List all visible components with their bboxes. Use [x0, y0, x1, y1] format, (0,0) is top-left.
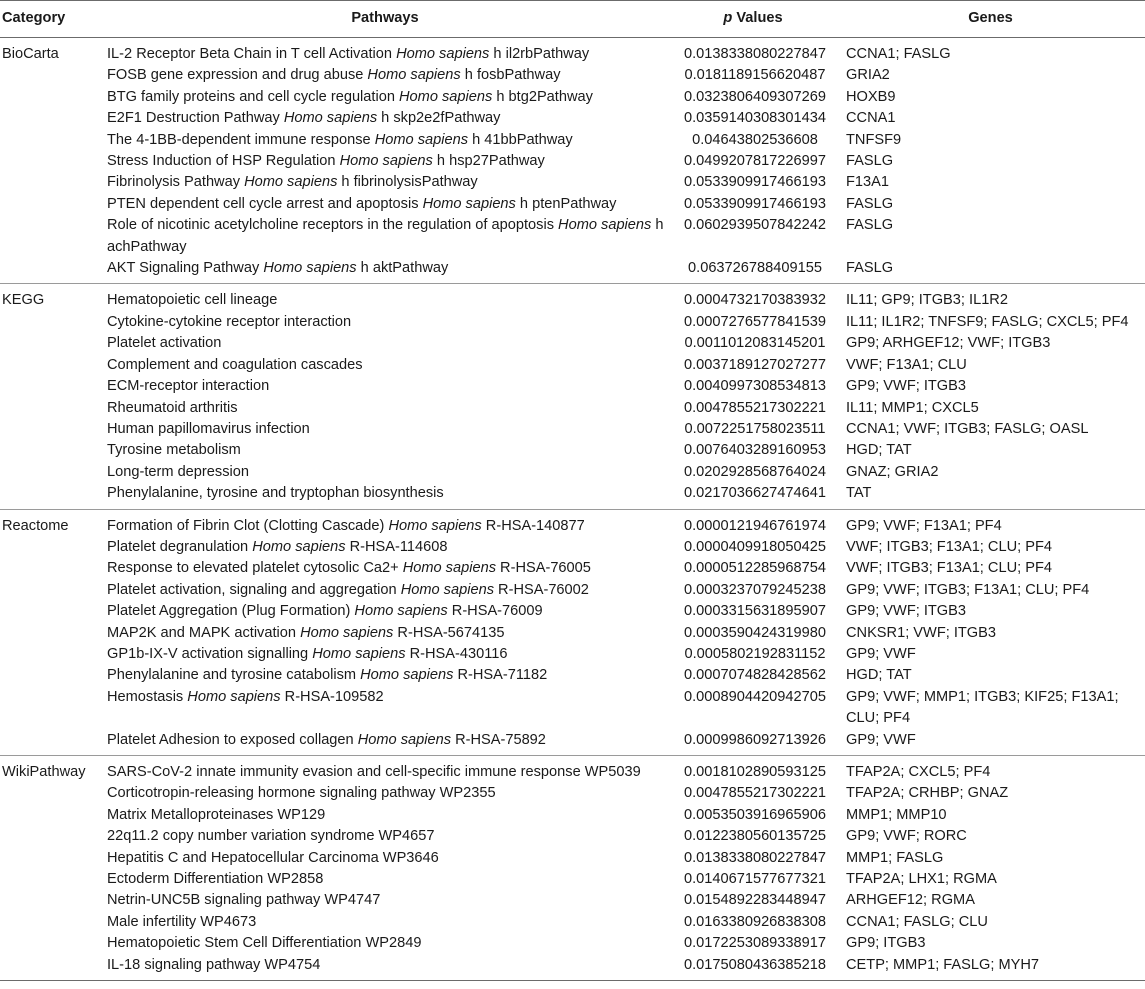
pathway-cell — [104, 483, 670, 509]
pathway-cell — [104, 284, 670, 312]
species-name: Homo sapiens — [300, 624, 394, 641]
category-cell — [0, 665, 104, 686]
table-row — [0, 601, 1145, 622]
category-cell — [0, 194, 104, 215]
pathway-text: Hepatitis C and Hepatocellular Carcinoma WP3646 — [107, 849, 439, 866]
category-cell — [0, 108, 104, 129]
p-value-cell: 0.0003590424319980 — [683, 624, 827, 641]
pathway-text: h aktPathway — [356, 260, 449, 277]
table-row — [0, 355, 1145, 376]
p-value-cell: 0.0000512285968754 — [683, 560, 827, 577]
table-row — [0, 644, 1145, 665]
pathway-text: h btg2Pathway — [492, 88, 593, 105]
pathway-text: Platelet Adhesion to exposed collagen — [107, 731, 358, 748]
pathway-text: Formation of Fibrin Clot (Clotting Cascade) — [107, 517, 389, 534]
pathway-cell — [104, 805, 670, 826]
genes-cell: IL11; IL1R2; TNFSF9; FASLG; CXCL5; PF4 — [846, 313, 1129, 330]
genes-cell: GP9; VWF — [846, 645, 916, 662]
table-row — [0, 194, 1145, 215]
species-name: Homo sapiens — [396, 46, 490, 62]
category-cell: KEGG — [2, 292, 45, 309]
pathway-text: Male infertility WP4673 — [107, 913, 257, 930]
category-cell — [0, 130, 104, 151]
table-row — [0, 483, 1145, 509]
category-cell — [0, 826, 104, 847]
p-value-cell: 0.0047855217302221 — [683, 785, 827, 802]
pathway-text: Corticotropin-releasing hormone signaling pathway WP2355 — [107, 785, 496, 802]
pathway-text: Platelet Aggregation (Plug Formation) — [107, 603, 355, 620]
p-value-cell: 0.0072251758023511 — [684, 420, 826, 437]
p-value-cell: 0.0359140308301434 — [683, 110, 827, 127]
pathway-cell — [104, 398, 670, 419]
category-group — [0, 38, 1145, 284]
pathway-cell — [104, 312, 670, 333]
pathway-text: E2F1 Destruction Pathway — [107, 110, 284, 127]
pathway-text: Hematopoietic Stem Cell Differentiation WP2849 — [107, 935, 422, 952]
pathway-cell — [104, 440, 670, 461]
category-cell — [0, 805, 104, 826]
category-cell — [0, 687, 104, 730]
p-value-cell: 0.0217036627474641 — [683, 485, 827, 502]
p-value-cell: 0.0122380560135725 — [683, 828, 827, 845]
p-value-cell: 0.0138338080227847 — [683, 46, 827, 62]
pathway-text: R-HSA-5674135 — [393, 624, 505, 641]
genes-cell: IL11; MMP1; CXCL5 — [846, 399, 979, 416]
pathway-cell — [104, 890, 670, 911]
pathway-text: Cytokine-cytokine receptor interaction — [107, 313, 352, 330]
genes-cell: GNAZ; GRIA2 — [846, 463, 939, 480]
p-value-cell: 0.0009986092713926 — [683, 731, 827, 748]
pathway-cell — [104, 558, 670, 579]
species-name: Homo sapiens — [283, 110, 378, 127]
table-row — [0, 756, 1145, 784]
species-name: Homo sapiens — [339, 153, 433, 170]
pathway-cell — [104, 376, 670, 397]
p-value-cell: 0.0053503916965906 — [683, 806, 827, 823]
table-row — [0, 912, 1145, 933]
genes-cell: GP9; VWF — [846, 731, 916, 748]
table-row — [0, 826, 1145, 847]
pathway-cell — [104, 215, 670, 258]
header-genes: Genes — [840, 1, 1145, 38]
genes-cell: VWF; F13A1; CLU — [846, 356, 967, 373]
p-value-cell: 0.0000409918050425 — [683, 538, 827, 555]
table-row — [0, 848, 1145, 869]
p-value-cell: 0.0533909917466193 — [683, 195, 827, 212]
pathway-cell — [104, 623, 670, 644]
table-header — [0, 1, 1145, 38]
table-row — [0, 172, 1145, 193]
p-value-cell: 0.0040997308534813 — [683, 378, 827, 395]
category-cell — [0, 730, 104, 756]
genes-cell: FASLG — [846, 217, 894, 234]
genes-cell: VWF; ITGB3; F13A1; CLU; PF4 — [846, 560, 1052, 577]
genes-cell: GP9; ARHGEF12; VWF; ITGB3 — [846, 335, 1051, 352]
table-row — [0, 805, 1145, 826]
pathway-cell — [104, 419, 670, 440]
pathway-cell — [104, 38, 670, 66]
table-row — [0, 312, 1145, 333]
category-cell: WikiPathway — [2, 764, 86, 780]
category-cell — [0, 258, 104, 284]
pathway-text: Netrin-UNC5B signaling pathway WP4747 — [107, 892, 381, 909]
category-cell — [0, 151, 104, 172]
table-row — [0, 537, 1145, 558]
genes-cell: F13A1 — [846, 174, 889, 191]
pathway-text: Stress Induction of HSP Regulation — [107, 153, 340, 170]
pathway-text: Platelet degranulation — [107, 538, 253, 555]
pathway-text: Platelet activation, signaling and aggregation — [107, 581, 401, 598]
species-name: Homo sapiens — [367, 67, 461, 84]
table-row — [0, 580, 1145, 601]
table-row — [0, 38, 1145, 66]
pathway-cell — [104, 108, 670, 129]
pathway-text: Fibrinolysis Pathway — [107, 174, 245, 191]
species-name: Homo sapiens — [399, 88, 493, 105]
category-cell — [0, 933, 104, 954]
genes-cell: HGD; TAT — [846, 442, 912, 459]
pathway-text: Response to elevated platelet cytosolic Ca2+ — [107, 560, 403, 577]
p-value-cell: 0.0003237079245238 — [683, 581, 827, 598]
species-name: Homo sapiens — [374, 131, 469, 148]
pathway-cell — [104, 355, 670, 376]
pathway-text: MAP2K and MAPK activation — [107, 624, 301, 641]
header-category: Category — [0, 1, 104, 38]
pathway-cell — [104, 644, 670, 665]
header-p-values — [670, 1, 840, 38]
table-row — [0, 869, 1145, 890]
table-row — [0, 284, 1145, 312]
pathway-text: FOSB gene expression and drug abuse — [107, 67, 368, 84]
species-name: Homo sapiens — [558, 217, 652, 234]
pathway-text: Role of nicotinic acetylcholine receptors in the regulation of apoptosis — [107, 217, 559, 234]
p-value-cell: 0.0172253089338917 — [683, 935, 827, 952]
pathway-text: R-HSA-430116 — [405, 645, 508, 662]
species-name: Homo sapiens — [402, 560, 496, 577]
genes-cell: CCNA1; FASLG — [846, 46, 951, 62]
pathway-text: Phenylalanine and tyrosine catabolism — [107, 667, 361, 684]
category-cell — [0, 65, 104, 86]
pathway-text: h fibrinolysisPathway — [337, 174, 478, 191]
pathway-text: h skp2e2fPathway — [377, 110, 501, 127]
table-row — [0, 730, 1145, 756]
category-cell — [0, 87, 104, 108]
category-cell — [0, 483, 104, 509]
genes-cell: VWF; ITGB3; F13A1; CLU; PF4 — [846, 538, 1052, 555]
pathway-text: Phenylalanine, tyrosine and tryptophan biosynthesis — [107, 485, 444, 502]
p-value-cell: 0.0323806409307269 — [683, 88, 827, 105]
pathway-cell — [104, 955, 670, 981]
pathway-text: Rheumatoid arthritis — [107, 399, 238, 416]
genes-cell: GP9; VWF; RORC — [846, 828, 967, 845]
pathway-cell — [104, 130, 670, 151]
category-cell — [0, 623, 104, 644]
p-value-cell: 0.0018102890593125 — [683, 764, 827, 780]
category-cell — [0, 355, 104, 376]
pathway-text: h ptenPathway — [515, 195, 617, 212]
species-name: Homo sapiens — [422, 195, 516, 212]
category-cell: Reactome — [2, 517, 69, 534]
p-value-cell: 0.0005802192831152 — [684, 645, 826, 662]
genes-cell: MMP1; FASLG — [846, 849, 944, 866]
p-value-cell: 0.0202928568764024 — [683, 463, 827, 480]
genes-cell: HOXB9 — [846, 88, 896, 105]
genes-cell: CCNA1 — [846, 110, 896, 127]
category-cell — [0, 419, 104, 440]
p-value-cell: 0.0047855217302221 — [683, 399, 827, 416]
genes-cell: CETP; MMP1; FASLG; MYH7 — [846, 956, 1040, 973]
pathway-text: IL-2 Receptor Beta Chain in T cell Activation — [107, 46, 397, 62]
genes-cell: GP9; VWF; ITGB3 — [846, 603, 967, 620]
category-cell — [0, 890, 104, 911]
table-row — [0, 130, 1145, 151]
pathway-cell — [104, 194, 670, 215]
p-value-cell: 0.0003315631895907 — [683, 603, 827, 620]
table-row — [0, 890, 1145, 911]
genes-cell: MMP1; MMP10 — [846, 806, 947, 823]
p-value-cell: 0.0007074828428562 — [683, 667, 827, 684]
pathway-text: Human papillomavirus infection — [107, 420, 310, 437]
genes-cell: GP9; VWF; MMP1; ITGB3; KIF25; F13A1; CLU; PF4 — [846, 688, 1119, 727]
p-value-cell: 0.0499207817226997 — [683, 153, 827, 170]
pathway-cell — [104, 601, 670, 622]
table-row — [0, 509, 1145, 537]
category-cell — [0, 580, 104, 601]
header-pathways: Pathways — [104, 1, 670, 38]
pathway-text: Ectoderm Differentiation WP2858 — [107, 871, 324, 888]
pathway-text: Hematopoietic cell lineage — [107, 292, 278, 309]
genes-cell: GP9; VWF; F13A1; PF4 — [846, 517, 1002, 534]
p-value-cell: 0.0163380926838308 — [683, 913, 827, 930]
category-cell — [0, 440, 104, 461]
pathway-cell — [104, 537, 670, 558]
category-cell — [0, 558, 104, 579]
pathway-text: R-HSA-76009 — [447, 603, 543, 620]
table-row — [0, 87, 1145, 108]
pathway-cell — [104, 826, 670, 847]
category-group — [0, 284, 1145, 509]
table-row — [0, 665, 1145, 686]
pathway-text: ECM-receptor interaction — [107, 378, 270, 395]
header-row — [0, 1, 1145, 38]
pathway-cell — [104, 87, 670, 108]
pathway-text: GP1b-IX-V activation signalling — [107, 645, 313, 662]
pathway-cell — [104, 730, 670, 756]
category-cell — [0, 537, 104, 558]
p-value-cell: 0.0011012083145201 — [684, 335, 826, 352]
pathway-text: R-HSA-76005 — [496, 560, 591, 577]
pathway-text: BTG family proteins and cell cycle regulation — [107, 88, 400, 105]
species-name: Homo sapiens — [252, 538, 346, 555]
genes-cell: GP9; VWF; ITGB3 — [846, 378, 967, 395]
pathway-text: AKT Signaling Pathway — [107, 260, 264, 277]
table-row — [0, 440, 1145, 461]
pathway-text: R-HSA-71182 — [453, 667, 548, 684]
category-cell — [0, 955, 104, 981]
pathway-cell — [104, 462, 670, 483]
pathway-cell — [104, 333, 670, 354]
category-group — [0, 509, 1145, 755]
genes-cell: TFAP2A; CRHBP; GNAZ — [846, 785, 1009, 802]
genes-cell: HGD; TAT — [846, 667, 912, 684]
genes-cell: GP9; VWF; ITGB3; F13A1; CLU; PF4 — [846, 581, 1090, 598]
table-row — [0, 783, 1145, 804]
p-value-cell: 0.063726788409155 — [688, 260, 822, 277]
pathway-text: Long-term depression — [107, 463, 249, 480]
p-value-cell: 0.0181189156620487 — [684, 67, 826, 84]
table-row — [0, 376, 1145, 397]
p-value-cell: 0.0008904420942705 — [683, 688, 827, 705]
pathway-text: Platelet activation — [107, 335, 222, 352]
table-row — [0, 333, 1145, 354]
table-row — [0, 462, 1145, 483]
table-row — [0, 419, 1145, 440]
p-value-cell: 0.0154892283448947 — [683, 892, 827, 909]
pathway-cell — [104, 848, 670, 869]
pathway-cell — [104, 687, 670, 730]
pathway-text: h fosbPathway — [460, 67, 561, 84]
p-value-cell: 0.0076403289160953 — [683, 442, 827, 459]
pathway-text: 22q11.2 copy number variation syndrome WP4657 — [107, 828, 435, 845]
species-name: Homo sapiens — [388, 517, 482, 534]
pathway-text: h il2rbPathway — [489, 46, 590, 62]
table-row — [0, 687, 1145, 730]
pathway-cell — [104, 258, 670, 284]
genes-cell: FASLG — [846, 260, 894, 277]
pathway-cell — [104, 509, 670, 537]
category-cell — [0, 215, 104, 258]
table-row — [0, 151, 1145, 172]
pathway-cell — [104, 172, 670, 193]
table-row — [0, 955, 1145, 981]
p-value-cell: 0.0037189127027277 — [683, 356, 827, 373]
category-cell: BioCarta — [2, 46, 59, 62]
p-value-cell: 0.0138338080227847 — [683, 849, 827, 866]
genes-cell: GRIA2 — [846, 67, 890, 84]
pathway-cell — [104, 912, 670, 933]
genes-cell: TNFSF9 — [846, 131, 902, 148]
pathway-text: The 4-1BB-dependent immune response — [107, 131, 375, 148]
header-p-italic: p — [723, 10, 733, 27]
table-row — [0, 215, 1145, 258]
pathway-cell — [104, 869, 670, 890]
genes-cell: ARHGEF12; RGMA — [846, 892, 975, 909]
p-value-cell: 0.0175080436385218 — [683, 956, 827, 973]
genes-cell: CNKSR1; VWF; ITGB3 — [846, 624, 997, 641]
category-cell — [0, 398, 104, 419]
pathway-text: R-HSA-76002 — [494, 581, 589, 598]
header-p-suffix: Values — [732, 10, 783, 27]
pathway-text: R-HSA-140877 — [481, 517, 585, 534]
pathway-cell — [104, 151, 670, 172]
category-cell — [0, 869, 104, 890]
table-row — [0, 398, 1145, 419]
pathway-cell — [104, 580, 670, 601]
genes-cell: CCNA1; FASLG; CLU — [846, 913, 988, 930]
genes-cell: TFAP2A; CXCL5; PF4 — [846, 764, 991, 780]
category-cell — [0, 644, 104, 665]
category-cell — [0, 783, 104, 804]
pathway-cell — [104, 65, 670, 86]
pathway-text: h achPathway — [107, 217, 664, 255]
genes-cell: FASLG — [846, 195, 894, 212]
pathway-text: PTEN dependent cell cycle arrest and apoptosis — [107, 195, 423, 212]
category-group — [0, 756, 1145, 981]
table-row — [0, 258, 1145, 284]
p-value-cell: 0.04643802536608 — [692, 131, 818, 148]
category-cell — [0, 462, 104, 483]
genes-cell: IL11; GP9; ITGB3; IL1R2 — [846, 292, 1008, 309]
genes-cell: GP9; ITGB3 — [846, 935, 926, 952]
species-name: Homo sapiens — [187, 688, 281, 705]
category-cell — [0, 333, 104, 354]
pathway-cell — [104, 933, 670, 954]
pathway-text: Complement and coagulation cascades — [107, 356, 363, 373]
pathway-text: IL-18 signaling pathway WP4754 — [107, 956, 321, 973]
p-value-cell: 0.0533909917466193 — [683, 174, 827, 191]
genes-cell: TAT — [846, 485, 872, 502]
pathway-text: SARS-CoV-2 innate immunity evasion and cell-specific immune response WP5039 — [107, 764, 641, 780]
category-cell — [0, 848, 104, 869]
pathway-text: R-HSA-75892 — [451, 731, 546, 748]
category-cell — [0, 312, 104, 333]
p-value-cell: 0.0602939507842242 — [683, 217, 827, 234]
p-value-cell: 0.0000121946761974 — [683, 517, 827, 534]
species-name: Homo sapiens — [312, 645, 406, 662]
genes-cell: TFAP2A; LHX1; RGMA — [846, 871, 997, 888]
genes-cell: CCNA1; VWF; ITGB3; FASLG; OASL — [846, 420, 1089, 437]
pathway-cell — [104, 756, 670, 784]
species-name: Homo sapiens — [400, 581, 494, 598]
p-value-cell: 0.0140671577677321 — [683, 871, 827, 888]
pathway-cell — [104, 783, 670, 804]
species-name: Homo sapiens — [244, 174, 338, 191]
table-row — [0, 558, 1145, 579]
species-name: Homo sapiens — [360, 667, 454, 684]
category-cell — [0, 376, 104, 397]
species-name: Homo sapiens — [357, 731, 452, 748]
pathway-text: h 41bbPathway — [468, 131, 573, 148]
table-row — [0, 933, 1145, 954]
pathway-text: Hemostasis — [107, 688, 188, 705]
p-value-cell: 0.0004732170383932 — [683, 292, 827, 309]
category-cell — [0, 172, 104, 193]
table-row — [0, 65, 1145, 86]
genes-cell: FASLG — [846, 153, 894, 170]
species-name: Homo sapiens — [263, 260, 357, 277]
category-cell — [0, 912, 104, 933]
pathway-text: Tyrosine metabolism — [107, 442, 241, 459]
pathway-text: R-HSA-109582 — [280, 688, 384, 705]
table-row — [0, 623, 1145, 644]
pathway-text: R-HSA-114608 — [345, 538, 448, 555]
species-name: Homo sapiens — [354, 603, 448, 620]
pathway-text: Matrix Metalloproteinases WP129 — [107, 806, 326, 823]
table-row — [0, 108, 1145, 129]
category-cell — [0, 601, 104, 622]
p-value-cell: 0.0007276577841539 — [683, 313, 827, 330]
pathway-cell — [104, 665, 670, 686]
pathway-text: h hsp27Pathway — [432, 153, 545, 170]
